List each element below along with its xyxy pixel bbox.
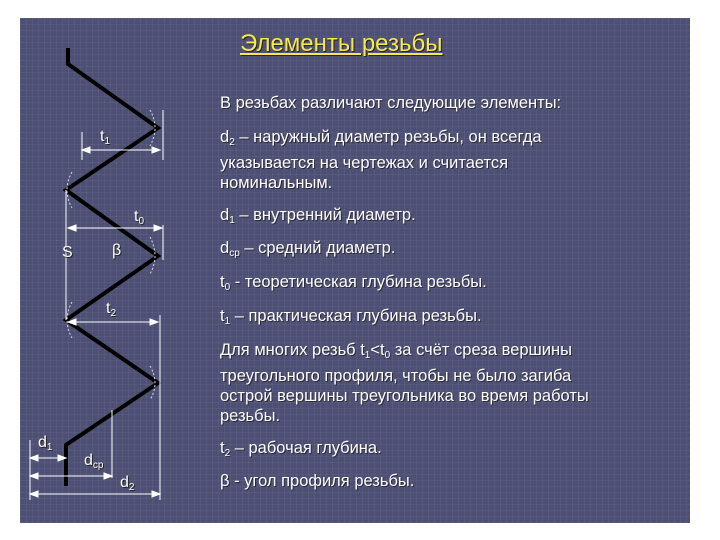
item-d1: $d_1$ – внутренний диаметр. <box>220 206 416 226</box>
dimension-d1 <box>30 455 66 461</box>
slide-title: Элементы резьбы <box>240 30 443 57</box>
label-beta: β <box>112 242 122 259</box>
dimension-t2 <box>68 319 158 325</box>
item-t0: $t_0$ - теоретическая глубина резьбы. <box>220 273 487 293</box>
intro-text: В резьбах различают следующие элементы: <box>220 94 562 112</box>
label-dcp: $d_{ср}$ <box>84 452 104 471</box>
label-d1: $d_1$ <box>38 434 53 453</box>
label-t0: $t_0$ <box>134 208 145 227</box>
item-beta: β - угол профиля резьбы. <box>220 472 415 490</box>
label-t2: $t_2$ <box>106 300 117 319</box>
crest-arc-1 <box>150 110 155 146</box>
label-d2: $d_2$ <box>120 474 135 493</box>
item-t2: $t_2$ – рабочая глубина. <box>220 439 382 459</box>
label-s: S <box>62 244 73 261</box>
crest-arc-3 <box>150 366 155 400</box>
note-text: Для многих резьб $t_1<t_0$ за счёт среза вершины треугольного профиля, чтобы не было загиба острой вершины треугольника во время работы резьбы. <box>220 341 589 425</box>
item-dcp: $d_{ср}$ – средний диаметр. <box>220 239 396 259</box>
item-t1: $t_1$ – практическая глубина резьбы. <box>220 307 482 327</box>
dimension-dcp <box>30 473 112 479</box>
dimension-d2 <box>30 491 160 497</box>
label-t1: $t_1$ <box>100 128 111 147</box>
item-d2: $d_2$ – наружный диаметр резьбы, он всегда указывается на чертежах и считается номинальным. <box>220 128 542 192</box>
